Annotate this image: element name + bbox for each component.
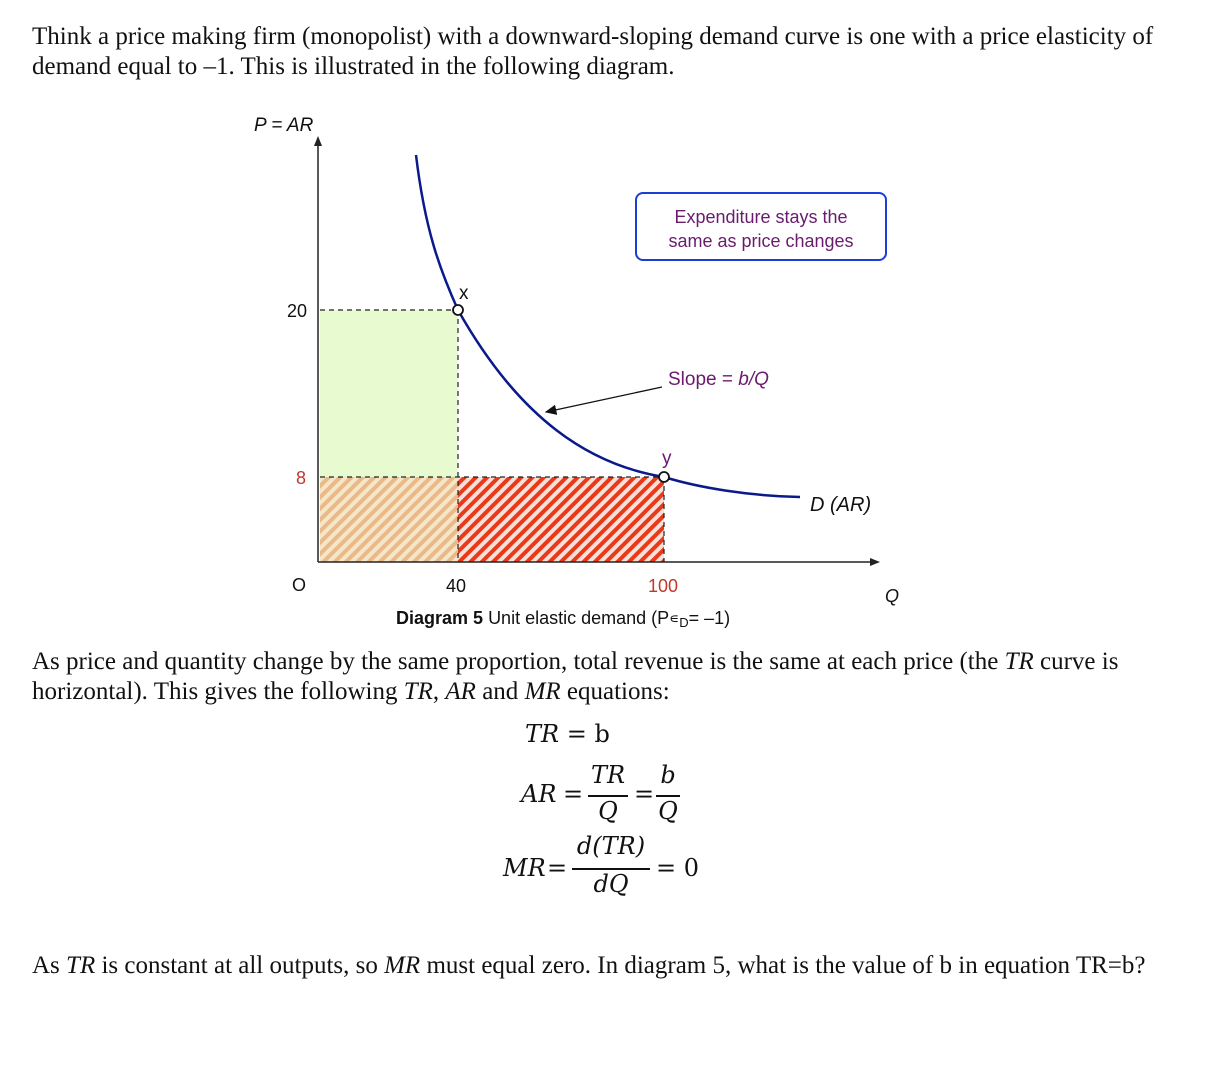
y-tick-20: 20	[287, 301, 308, 321]
curve-label: D (AR)	[810, 494, 872, 516]
point-y-label: y	[662, 448, 672, 469]
point-y	[659, 472, 669, 482]
question-paragraph: As TR is constant at all outputs, so MR must equal zero. In diagram 5, what is the value of b in equation TR=b?	[32, 952, 1146, 979]
callout-line-1: Expenditure stays the	[674, 207, 848, 227]
x-axis-arrow	[870, 558, 880, 566]
y-axis-arrow	[314, 136, 322, 146]
y-tick-8: 8	[296, 468, 307, 488]
expenditure-area-hatched-red	[458, 477, 664, 562]
slope-arrow	[546, 387, 662, 412]
y-axis-label: P = AR	[254, 115, 314, 136]
x-tick-40: 40	[446, 576, 467, 596]
point-x	[453, 305, 463, 315]
intro-text: Think a price making firm (monopolist) with a downward-sloping demand curve is one with a price elasticity of demand equal to –1. This is illustrated in the following diagram.	[32, 23, 1154, 80]
middle-paragraph: As price and quantity change by the same proportion, total revenue is the same at each price (the TR curve is horizontal). This gives the following TR, AR and MR equations:	[32, 648, 1119, 705]
diagram-caption: Diagram 5 Unit elastic demand $(P∊_D= -1)$	[396, 608, 731, 630]
expenditure-area-hatched-light	[320, 477, 458, 562]
x-axis-label: Q	[885, 586, 900, 606]
slope-label: Slope = b/Q	[668, 369, 769, 390]
callout-line-2: same as price changes	[668, 231, 854, 251]
origin-label: O	[292, 575, 307, 595]
expenditure-area-green	[320, 310, 458, 477]
x-tick-100: 100	[648, 576, 679, 596]
point-x-label: x	[459, 283, 469, 304]
